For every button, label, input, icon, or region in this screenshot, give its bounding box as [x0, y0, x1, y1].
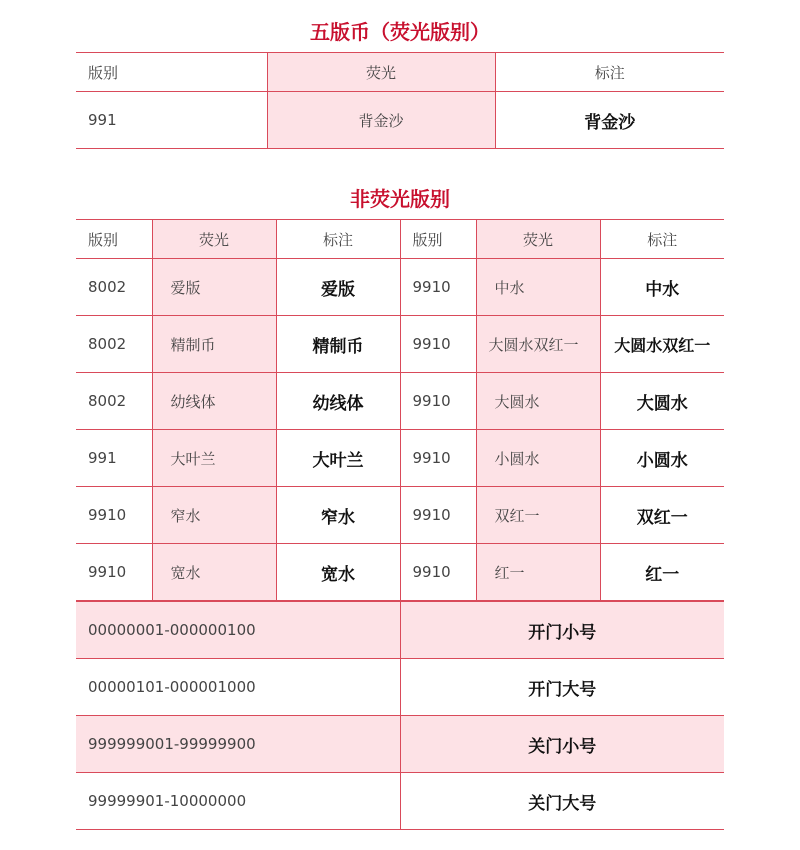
cell-serial-range: 99999901-10000000 — [76, 773, 400, 830]
cell-serial-label: 关门小号 — [400, 716, 724, 773]
cell-version: 9910 — [400, 259, 476, 316]
cell-fluorescent: 爱版 — [152, 259, 276, 316]
serial-number-table — [76, 601, 724, 830]
header-version: 版别 — [400, 220, 476, 259]
cell-fluorescent: 背金沙 — [267, 92, 495, 149]
header-fluorescent: 荧光 — [476, 220, 600, 259]
cell-fluorescent: 幼线体 — [152, 373, 276, 430]
cell-annotation: 大叶兰 — [276, 430, 400, 487]
table-row — [76, 316, 724, 373]
cell-version: 9910 — [76, 487, 152, 544]
cell-annotation: 窄水 — [276, 487, 400, 544]
cell-version: 9910 — [400, 487, 476, 544]
cell-fluorescent: 宽水 — [152, 544, 276, 601]
table-row — [76, 716, 724, 773]
cell-fluorescent: 大圆水双红一 — [476, 316, 600, 373]
cell-annotation: 大圆水双红一 — [600, 316, 724, 373]
table-row — [76, 602, 724, 659]
cell-version: 8002 — [76, 259, 152, 316]
table-row — [76, 487, 724, 544]
cell-version: 991 — [76, 92, 267, 149]
table-row — [76, 659, 724, 716]
cell-serial-label: 开门大号 — [400, 659, 724, 716]
cell-version: 9910 — [400, 430, 476, 487]
cell-serial-label: 开门小号 — [400, 602, 724, 659]
table-row — [76, 92, 724, 149]
cell-annotation: 幼线体 — [276, 373, 400, 430]
table-row — [76, 544, 724, 601]
header-annotation: 标注 — [276, 220, 400, 259]
cell-version: 8002 — [76, 316, 152, 373]
cell-fluorescent: 红一 — [476, 544, 600, 601]
table-row — [76, 773, 724, 830]
cell-annotation: 背金沙 — [495, 92, 724, 149]
cell-annotation: 双红一 — [600, 487, 724, 544]
header-annotation: 标注 — [600, 220, 724, 259]
cell-version: 8002 — [76, 373, 152, 430]
header-version: 版别 — [76, 53, 267, 92]
section2-title: 非荧光版别 — [350, 187, 450, 211]
header-fluorescent: 荧光 — [267, 53, 495, 92]
cell-annotation: 红一 — [600, 544, 724, 601]
table-row — [76, 373, 724, 430]
table-header-row — [76, 53, 724, 92]
cell-annotation: 宽水 — [276, 544, 400, 601]
cell-serial-range: 999999001-99999900 — [76, 716, 400, 773]
cell-serial-range: 00000101-000001000 — [76, 659, 400, 716]
cell-fluorescent: 大叶兰 — [152, 430, 276, 487]
cell-fluorescent: 大圆水 — [476, 373, 600, 430]
table-header-row — [76, 220, 724, 259]
cell-version: 9910 — [400, 316, 476, 373]
cell-fluorescent: 小圆水 — [476, 430, 600, 487]
cell-annotation: 中水 — [600, 259, 724, 316]
cell-version: 9910 — [400, 544, 476, 601]
cell-version: 9910 — [400, 373, 476, 430]
header-version: 版别 — [76, 220, 152, 259]
cell-serial-label: 关门大号 — [400, 773, 724, 830]
fluorescent-version-table — [76, 52, 724, 149]
section1-title: 五版币（荧光版别） — [310, 20, 490, 44]
header-fluorescent: 荧光 — [152, 220, 276, 259]
cell-annotation: 小圆水 — [600, 430, 724, 487]
cell-fluorescent: 中水 — [476, 259, 600, 316]
cell-annotation: 精制币 — [276, 316, 400, 373]
table-row — [76, 430, 724, 487]
table-row — [76, 259, 724, 316]
cell-fluorescent: 精制币 — [152, 316, 276, 373]
non-fluorescent-version-table — [76, 219, 724, 601]
cell-annotation: 爱版 — [276, 259, 400, 316]
cell-serial-range: 00000001-000000100 — [76, 602, 400, 659]
header-annotation: 标注 — [495, 53, 724, 92]
cell-version: 9910 — [76, 544, 152, 601]
cell-fluorescent: 窄水 — [152, 487, 276, 544]
cell-version: 991 — [76, 430, 152, 487]
cell-fluorescent: 双红一 — [476, 487, 600, 544]
cell-annotation: 大圆水 — [600, 373, 724, 430]
